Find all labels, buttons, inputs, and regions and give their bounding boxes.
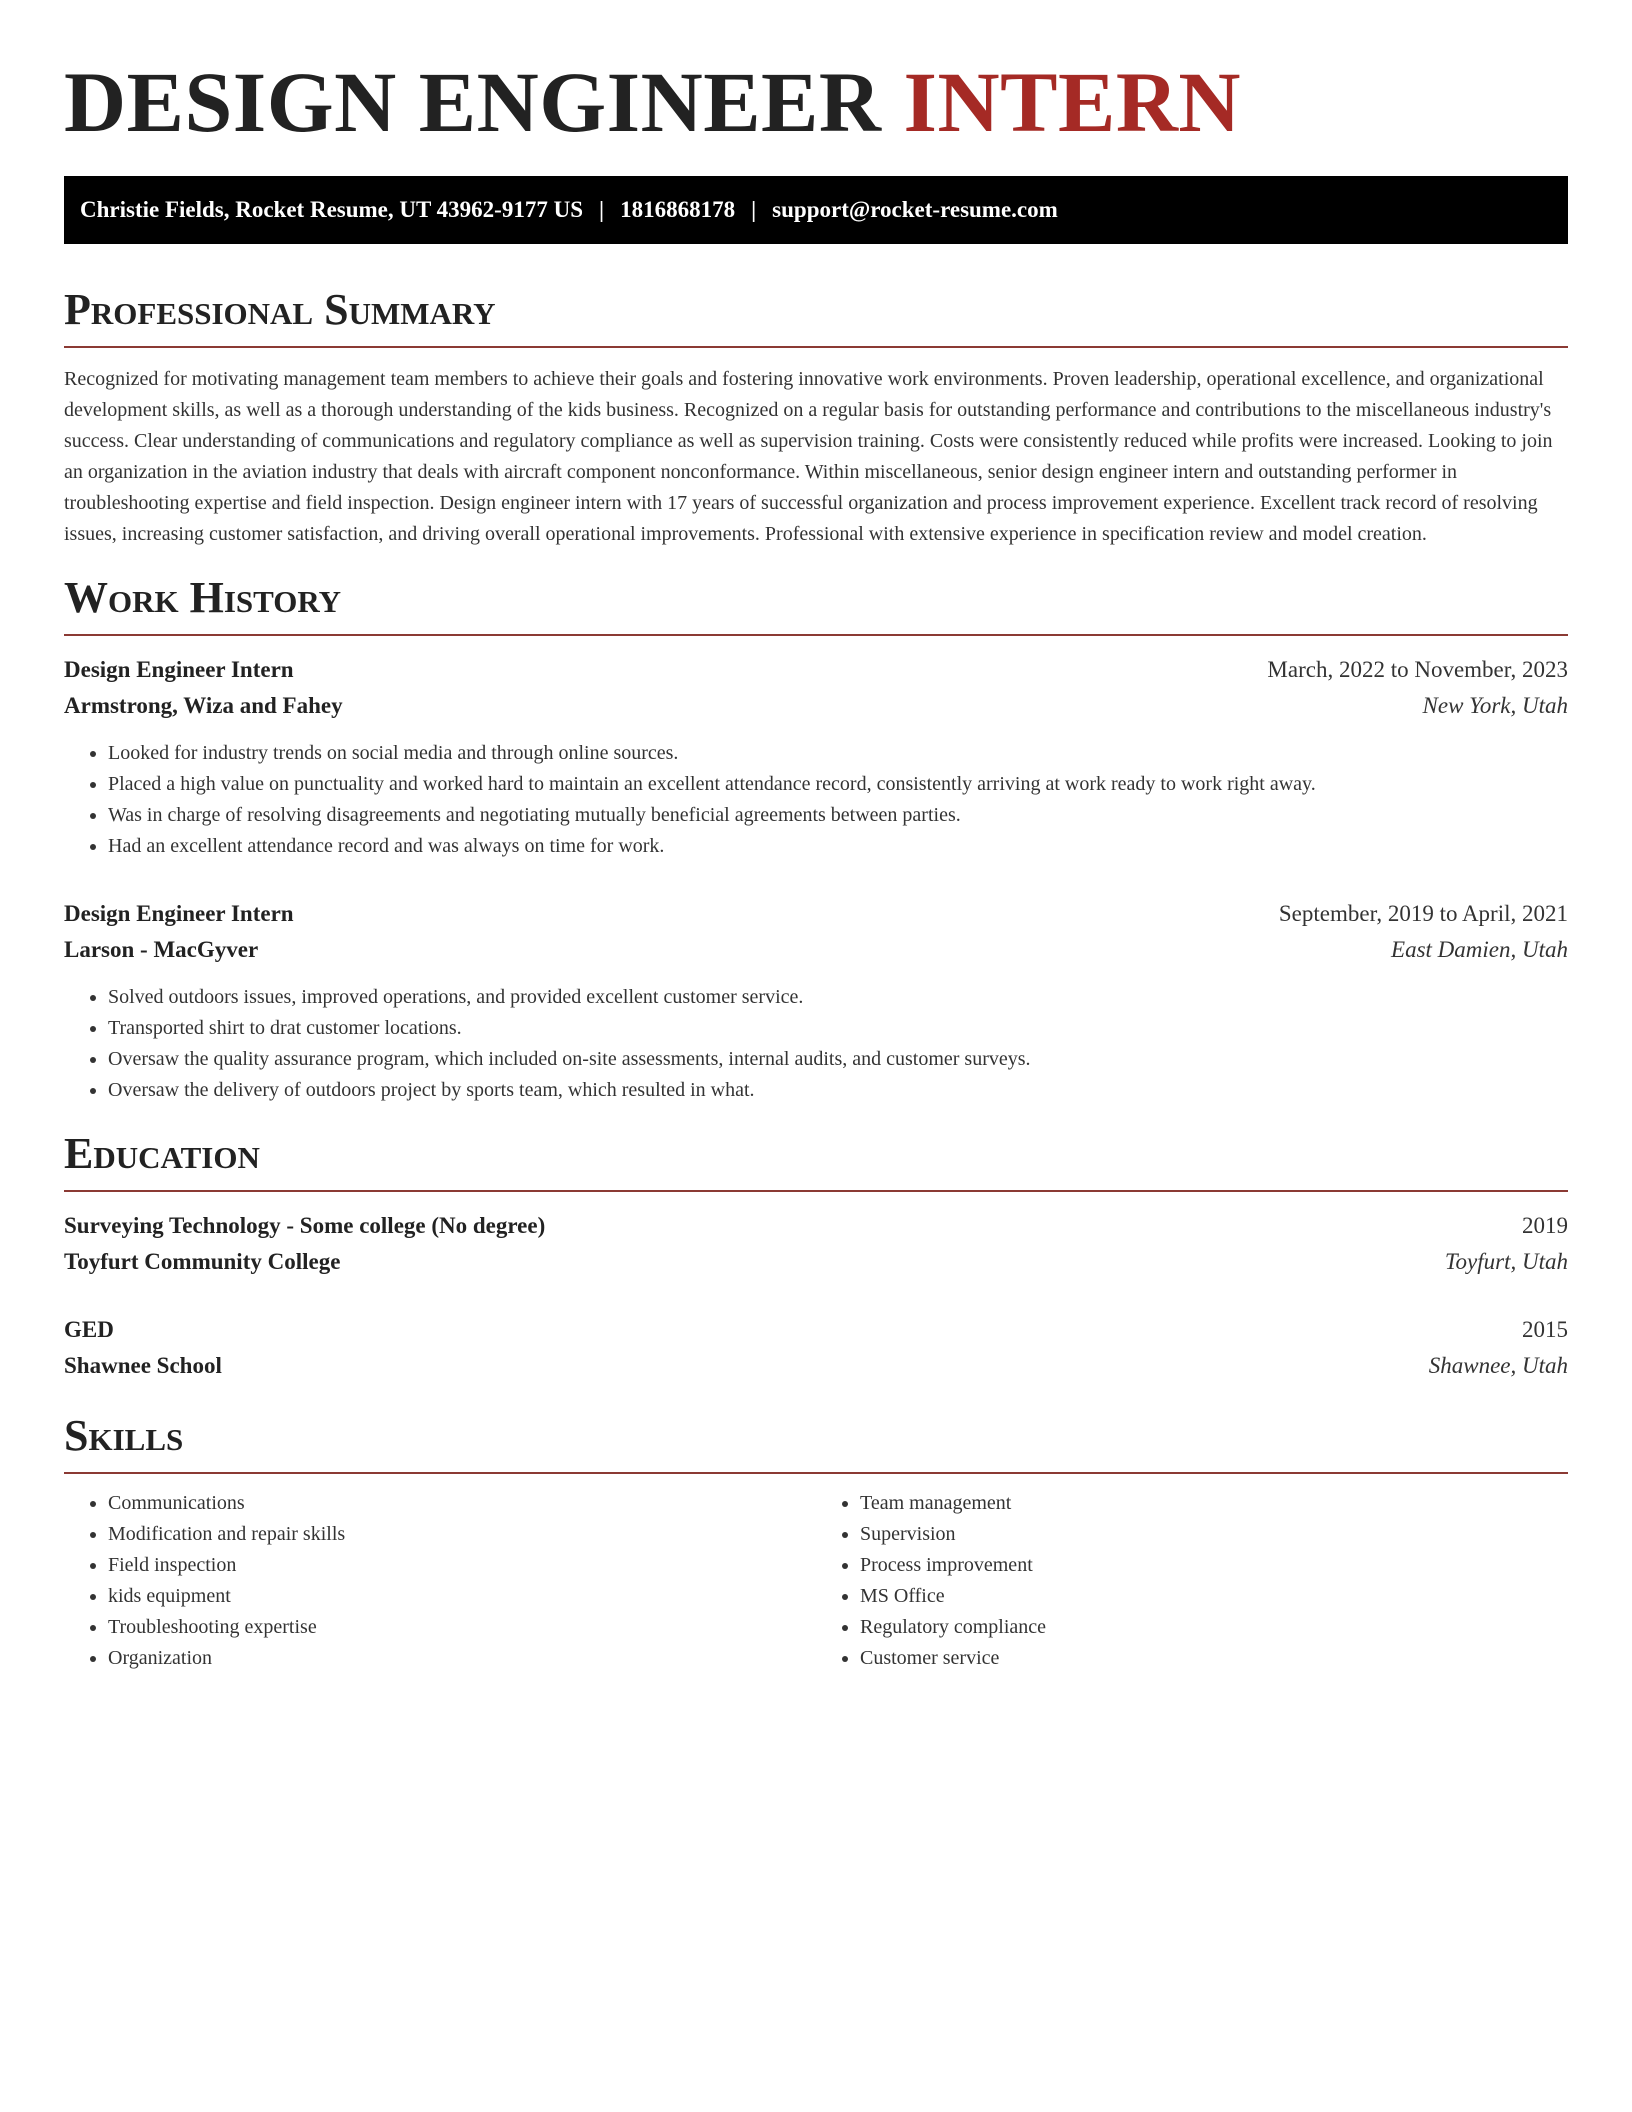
- contact-separator: |: [599, 197, 605, 222]
- education-year: 2019: [1522, 1213, 1568, 1238]
- job-company-row: [64, 688, 1568, 724]
- job-company: Armstrong, Wiza and Fahey: [64, 693, 343, 718]
- skill-item: • Supervision: [860, 1519, 1568, 1550]
- job-location: East Damien, Utah: [1391, 937, 1568, 962]
- work-section: [64, 572, 1568, 1106]
- job-header-row: [64, 652, 1568, 688]
- list-item: • Was in charge of resolving disagreements and negotiating mutually beneficial agreements between parties.: [108, 800, 1568, 831]
- skills-list-left: [64, 1488, 816, 1674]
- education-location: Toyfurt, Utah: [1444, 1249, 1568, 1274]
- skill-item: • Modification and repair skills: [108, 1519, 816, 1550]
- education-degree: GED: [64, 1317, 114, 1342]
- skills-heading: Skills: [64, 1411, 184, 1460]
- skill-item: • Communications: [108, 1488, 816, 1519]
- education-entry: [64, 1208, 1568, 1280]
- education-year: 2015: [1522, 1317, 1568, 1342]
- job-header-row: [64, 896, 1568, 932]
- list-item: • Oversaw the delivery of outdoors project by sports team, which resulted in what.: [108, 1075, 1568, 1106]
- job-entry: [64, 652, 1568, 862]
- contact-address: Christie Fields, Rocket Resume, UT 43962-9177 US: [80, 197, 583, 222]
- education-location: Shawnee, Utah: [1428, 1353, 1568, 1378]
- section-divider: [64, 1190, 1568, 1192]
- list-item: • Looked for industry trends on social media and through online sources.: [108, 738, 1568, 769]
- skills-section: [64, 1410, 1568, 1674]
- education-heading: Education: [64, 1129, 260, 1178]
- education-header-row: [64, 1208, 1568, 1244]
- job-dates: March, 2022 to November, 2023: [1267, 657, 1568, 682]
- skill-item: • Troubleshooting expertise: [108, 1612, 816, 1643]
- list-item: • Oversaw the quality assurance program, which included on-site assessments, internal audits, and customer surveys.: [108, 1044, 1568, 1075]
- section-divider: [64, 346, 1568, 348]
- list-item: • Had an excellent attendance record and was always on time for work.: [108, 831, 1568, 862]
- education-section: [64, 1128, 1568, 1384]
- job-entry: [64, 896, 1568, 1106]
- list-item: • Transported shirt to drat customer locations.: [108, 1013, 1568, 1044]
- contact-email: support@rocket-resume.com: [772, 197, 1058, 222]
- job-bullets: [64, 982, 1568, 1106]
- skill-item: • Customer service: [860, 1643, 1568, 1674]
- job-company-row: [64, 932, 1568, 968]
- job-location: New York, Utah: [1422, 693, 1568, 718]
- list-item: • Solved outdoors issues, improved operations, and provided excellent customer service.: [108, 982, 1568, 1013]
- job-title: Design Engineer Intern: [64, 657, 294, 682]
- contact-bar: [64, 176, 1568, 244]
- skill-item: • Team management: [860, 1488, 1568, 1519]
- resume-page: [64, 0, 1568, 1674]
- education-entry: [64, 1312, 1568, 1384]
- job-title: Design Engineer Intern: [64, 901, 294, 926]
- job-company: Larson - MacGyver: [64, 937, 259, 962]
- education-degree: Surveying Technology - Some college (No degree): [64, 1213, 546, 1238]
- skill-item: • Process improvement: [860, 1550, 1568, 1581]
- summary-text: Recognized for motivating management team members to achieve their goals and fostering innovative work environments. Proven leadership, operational excellence, and organizational development skills, as well as a thorough understanding of the kids business. Recognized on a regular basis for outstanding performance and contributions to the miscellaneous industry's success. Clear understanding of communications and regulatory compliance as well as supervision training. Costs were consistently reduced while profits were increased. Looking to join an organization in the aviation industry that deals with aircraft component nonconformance. Within miscellaneous, senior design engineer intern and outstanding performer in troubleshooting expertise and field inspection. Design engineer intern with 17 years of successful organization and process improvement experience. Excellent track record of resolving issues, increasing customer satisfaction, and driving overall operational improvements. Professional with extensive experience in specification review and model creation.: [64, 368, 1553, 545]
- resume-title: [64, 0, 1568, 152]
- skills-list-right: [816, 1488, 1568, 1674]
- list-item: • Placed a high value on punctuality and worked hard to maintain an excellent attendance record, consistently arriving at work ready to work right away.: [108, 769, 1568, 800]
- summary-heading: Professional Summary: [64, 285, 496, 334]
- education-school: Toyfurt Community College: [64, 1249, 341, 1274]
- contact-phone: 1816868178: [620, 197, 736, 222]
- title-main: DESIGN ENGINEER: [64, 54, 882, 150]
- skills-columns: [64, 1488, 1568, 1674]
- job-dates: September, 2019 to April, 2021: [1278, 901, 1568, 926]
- education-school-row: [64, 1244, 1568, 1280]
- education-school: Shawnee School: [64, 1353, 222, 1378]
- skill-item: • MS Office: [860, 1581, 1568, 1612]
- summary-section: [64, 284, 1568, 550]
- skill-item: • Organization: [108, 1643, 816, 1674]
- contact-separator: |: [751, 197, 757, 222]
- section-divider: [64, 1472, 1568, 1474]
- section-divider: [64, 634, 1568, 636]
- title-accent: INTERN: [903, 54, 1242, 150]
- skill-item: • kids equipment: [108, 1581, 816, 1612]
- education-header-row: [64, 1312, 1568, 1348]
- skill-item: • Field inspection: [108, 1550, 816, 1581]
- education-school-row: [64, 1348, 1568, 1384]
- job-bullets: [64, 738, 1568, 862]
- skill-item: • Regulatory compliance: [860, 1612, 1568, 1643]
- work-heading: Work History: [64, 573, 342, 622]
